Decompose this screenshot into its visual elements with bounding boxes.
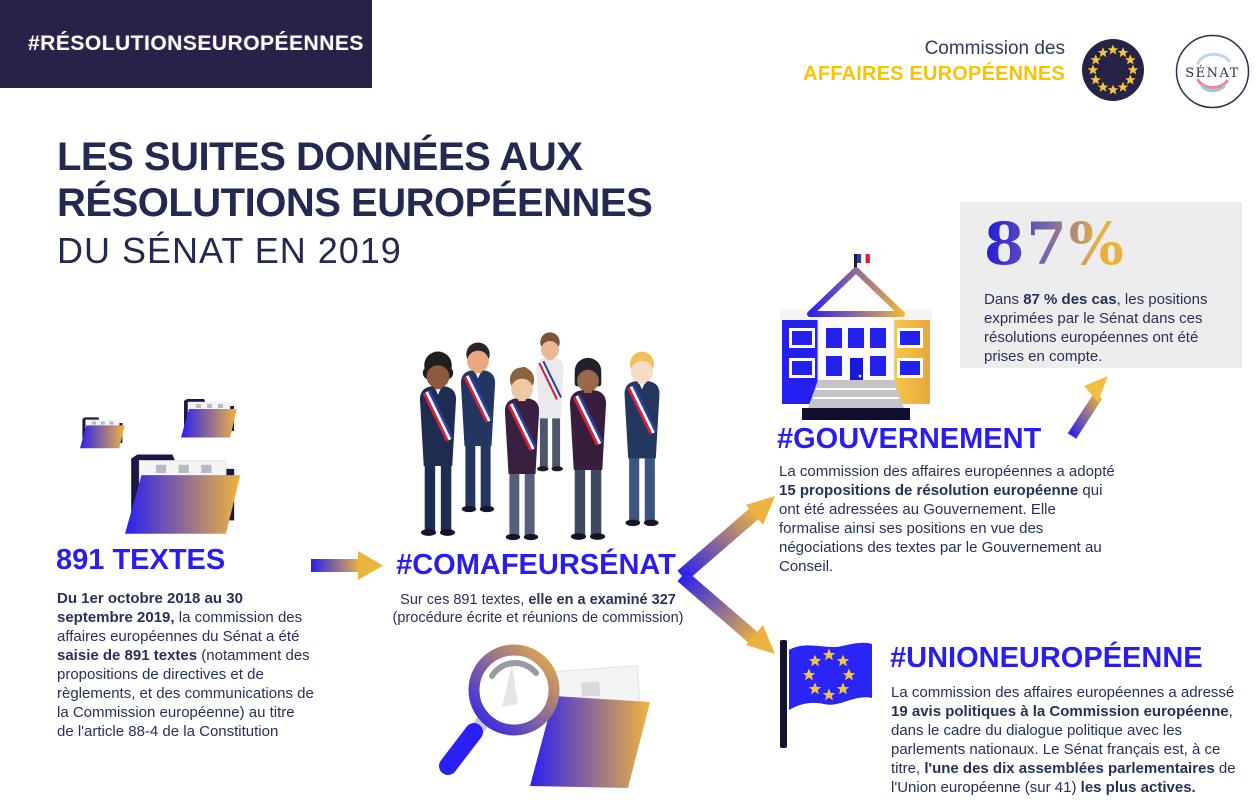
branch-arrows-icon: [672, 492, 782, 658]
senator-figure: [461, 343, 495, 513]
senator-figure: [625, 352, 660, 526]
title-line2: RÉSOLUTIONS EUROPÉENNES: [57, 181, 653, 225]
senat-logo-text: SÉNAT: [1185, 66, 1240, 81]
arrow-right-icon: [311, 549, 383, 583]
paragraph-unioneuropeenne: La commission des affaires européennes a adressé 19 avis politiques à la Commission européenne, dans le cadre du dialogue politique avec les parlements nationaux. Le Sénat français est, à ce titre, l'une des dix assemblées parlementaires de l'Union européenne (sur 41) les plus actives.: [891, 684, 1236, 797]
heading-unioneuropeenne: #UNIONEUROPÉENNE: [890, 642, 1203, 674]
stat-box-87: [960, 202, 1242, 368]
commission-line2: AFFAIRES EUROPÉENNES: [803, 62, 1065, 85]
title-line3: DU SÉNAT EN 2019: [57, 230, 402, 271]
banner-label: #RÉSOLUTIONSEUROPÉENNES: [28, 32, 364, 55]
stat-value: 87%: [984, 210, 1126, 278]
senat-round-logo-icon: [1175, 34, 1250, 109]
title-line1: LES SUITES DONNÉES AUX: [57, 135, 583, 179]
heading-comafeursenat: #COMAFEURSÉNAT: [396, 549, 676, 581]
arrow-up-right-icon: [1062, 370, 1116, 444]
stat-text: Dans 87 % des cas, les positions exprimées par le Sénat dans ces résolutions européennes ont été prises en compte.: [984, 291, 1208, 366]
government-building-icon: [780, 252, 932, 422]
document-folders-icon: [55, 378, 250, 543]
commission-line1: Commission des: [924, 38, 1065, 59]
senator-figure: [420, 352, 456, 536]
hashtag-banner: [0, 0, 372, 88]
eu-flag-icon: [778, 636, 880, 756]
commission-wordmark: [803, 38, 1065, 86]
heading-891-textes: 891 TEXTES: [56, 544, 226, 576]
eu-stars-circle-logo-icon: [1081, 38, 1145, 102]
magnifier-folder-icon: [422, 634, 652, 796]
senators-group-illustration: [398, 330, 690, 544]
paragraph-comafeursenat: Sur ces 891 textes, elle en a examiné 327 (procédure écrite et réunions de commission): [392, 592, 684, 627]
page-title: [57, 134, 652, 272]
senator-figure: [536, 332, 563, 471]
senator-figure: [570, 358, 606, 540]
senator-figure: [505, 367, 539, 540]
heading-gouvernement: #GOUVERNEMENT: [777, 423, 1042, 455]
paragraph-891-textes: Du 1er octobre 2018 au 30 septembre 2019, la commission des affaires européennes du Sénat a été saisie de 891 textes (notamment des propositions de directives et de règlements, et des communications de la Commission européenne) au titre de l'article 88-4 de la Constitution: [57, 590, 314, 741]
paragraph-gouvernement: La commission des affaires européennes a adopté 15 propositions de résolution européenne qui ont été adressées au Gouvernement. Elle formalise ainsi ses positions en vue des négociations des textes par le Gouvernement au Conseil.: [779, 463, 1115, 576]
french-flag-icon: [857, 254, 870, 263]
